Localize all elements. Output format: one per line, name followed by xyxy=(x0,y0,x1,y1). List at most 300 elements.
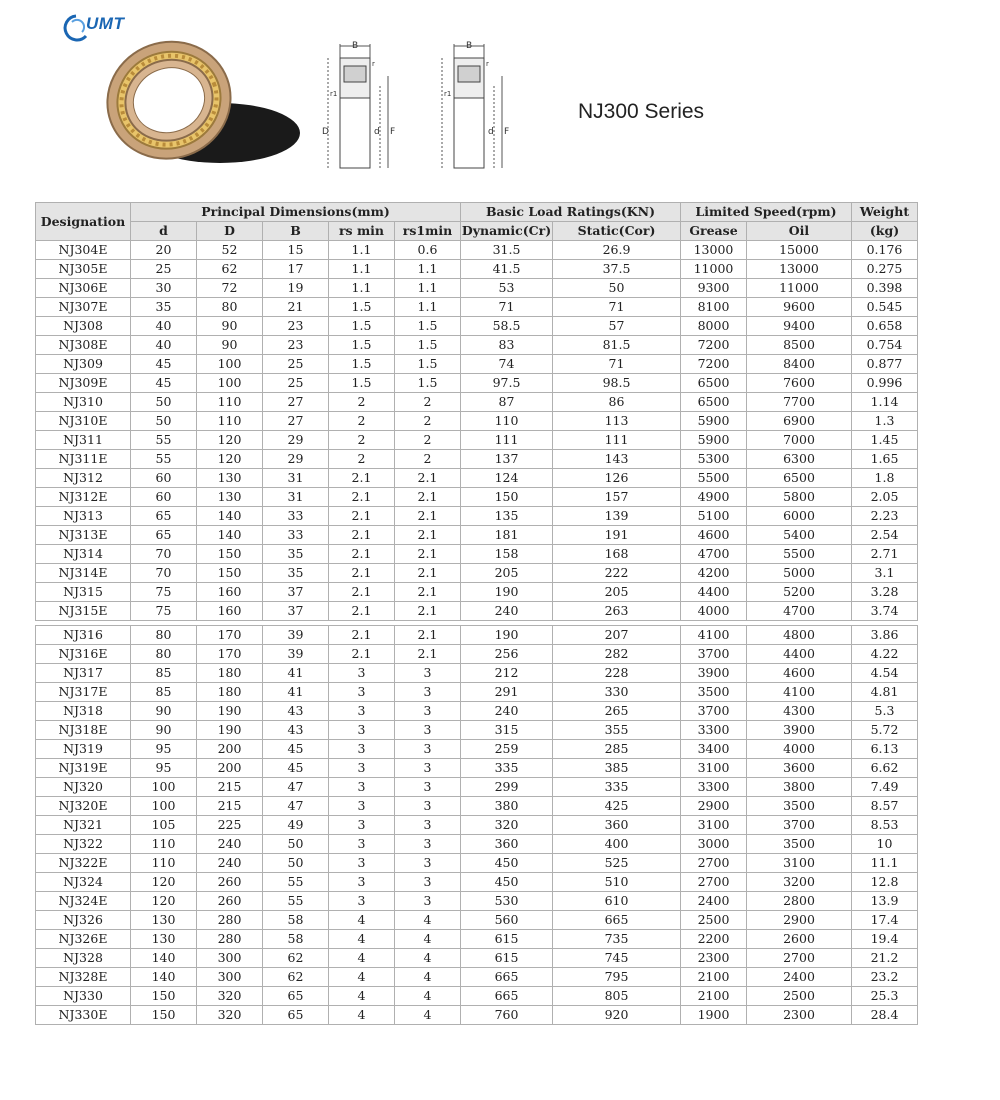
table-cell: 3400 xyxy=(681,740,747,759)
table-cell: NJ322 xyxy=(36,835,131,854)
table-cell: 3 xyxy=(329,892,395,911)
table-cell: 2 xyxy=(329,431,395,450)
table-cell: NJ313 xyxy=(36,507,131,526)
table-cell: 525 xyxy=(553,854,681,873)
table-cell: 124 xyxy=(461,469,553,488)
table-cell: NJ306E xyxy=(36,279,131,298)
table-cell: 2.1 xyxy=(395,488,461,507)
diagram-label-F: F xyxy=(504,127,510,137)
table-cell: 3 xyxy=(395,854,461,873)
table-cell: 31.5 xyxy=(461,241,553,260)
header-rs: rs min xyxy=(329,222,395,241)
table-cell: 157 xyxy=(553,488,681,507)
diagram-label-B: B xyxy=(466,41,473,51)
table-cell: 80 xyxy=(131,626,197,645)
header-limited-speed: Limited Speed(rpm) xyxy=(681,203,852,222)
table-cell: 80 xyxy=(197,298,263,317)
header-dynamic: Dynamic(Cr) xyxy=(461,222,553,241)
table-cell: NJ317 xyxy=(36,664,131,683)
table-cell: 920 xyxy=(553,1006,681,1025)
table-cell: 97.5 xyxy=(461,374,553,393)
table-cell: 4 xyxy=(395,987,461,1006)
table-cell: NJ312 xyxy=(36,469,131,488)
table-cell: 380 xyxy=(461,797,553,816)
table-row xyxy=(36,835,918,854)
table-cell: 120 xyxy=(131,873,197,892)
table-cell: 29 xyxy=(263,431,329,450)
table-cell: 300 xyxy=(197,949,263,968)
table-cell: 2.1 xyxy=(395,507,461,526)
table-cell: 25 xyxy=(263,374,329,393)
table-cell: 15000 xyxy=(747,241,852,260)
table-cell: 1.1 xyxy=(395,279,461,298)
table-row xyxy=(36,664,918,683)
table-cell: 58 xyxy=(263,911,329,930)
table-row xyxy=(36,911,918,930)
table-cell: 2900 xyxy=(681,797,747,816)
header-B: B xyxy=(263,222,329,241)
table-row xyxy=(36,968,918,987)
table-cell: 5100 xyxy=(681,507,747,526)
table-cell: 4700 xyxy=(747,602,852,621)
table-cell: 2.1 xyxy=(329,602,395,621)
diagram-label-d: d xyxy=(374,127,380,137)
table-row xyxy=(36,930,918,949)
table-cell: 1.8 xyxy=(852,469,918,488)
table-cell: 735 xyxy=(553,930,681,949)
header-d: d xyxy=(131,222,197,241)
table-cell: 8100 xyxy=(681,298,747,317)
table-cell: 0.6 xyxy=(395,241,461,260)
table-cell: 100 xyxy=(197,355,263,374)
table-cell: 150 xyxy=(131,987,197,1006)
table-cell: 45 xyxy=(131,355,197,374)
table-cell: 263 xyxy=(553,602,681,621)
spec-table-top-body xyxy=(36,241,918,621)
table-cell: 50 xyxy=(131,412,197,431)
table-cell: 1.1 xyxy=(329,241,395,260)
table-cell: 6500 xyxy=(747,469,852,488)
table-cell: 665 xyxy=(461,968,553,987)
table-cell: 4 xyxy=(395,1006,461,1025)
table-cell: 55 xyxy=(131,431,197,450)
header-kg: (kg) xyxy=(852,222,918,241)
table-cell: 280 xyxy=(197,930,263,949)
table-row xyxy=(36,298,918,317)
table-cell: 37 xyxy=(263,602,329,621)
header-oil: Oil xyxy=(747,222,852,241)
table-cell: 3500 xyxy=(747,835,852,854)
table-cell: NJ307E xyxy=(36,298,131,317)
table-cell: 5.3 xyxy=(852,702,918,721)
table-cell: 5900 xyxy=(681,431,747,450)
table-cell: 2700 xyxy=(681,873,747,892)
table-cell: 3 xyxy=(329,721,395,740)
table-cell: 50 xyxy=(131,393,197,412)
table-cell: 222 xyxy=(553,564,681,583)
diagram-label-r1: r1 xyxy=(330,90,338,98)
table-row xyxy=(36,450,918,469)
table-cell: NJ320E xyxy=(36,797,131,816)
table-cell: 1.1 xyxy=(329,260,395,279)
table-cell: 280 xyxy=(197,911,263,930)
table-cell: 137 xyxy=(461,450,553,469)
table-cell: 4900 xyxy=(681,488,747,507)
table-cell: 610 xyxy=(553,892,681,911)
table-cell: 29 xyxy=(263,450,329,469)
table-cell: 120 xyxy=(131,892,197,911)
table-cell: NJ328 xyxy=(36,949,131,968)
table-row xyxy=(36,488,918,507)
table-cell: 110 xyxy=(461,412,553,431)
table-cell: 4300 xyxy=(747,702,852,721)
table-cell: 260 xyxy=(197,873,263,892)
table-cell: NJ310 xyxy=(36,393,131,412)
table-cell: NJ318E xyxy=(36,721,131,740)
table-row xyxy=(36,431,918,450)
table-cell: 205 xyxy=(461,564,553,583)
table-cell: 4 xyxy=(329,911,395,930)
table-cell: 20 xyxy=(131,241,197,260)
table-cell: 71 xyxy=(461,298,553,317)
table-cell: 240 xyxy=(461,602,553,621)
table-cell: 83 xyxy=(461,336,553,355)
table-cell: 11.1 xyxy=(852,854,918,873)
table-cell: 105 xyxy=(131,816,197,835)
table-cell: 39 xyxy=(263,626,329,645)
table-cell: 3800 xyxy=(747,778,852,797)
table-cell: 3 xyxy=(329,702,395,721)
table-cell: 150 xyxy=(197,545,263,564)
table-cell: 7600 xyxy=(747,374,852,393)
table-cell: 65 xyxy=(131,507,197,526)
table-cell: 55 xyxy=(131,450,197,469)
table-cell: 45 xyxy=(263,740,329,759)
table-cell: 2 xyxy=(395,393,461,412)
table-cell: 181 xyxy=(461,526,553,545)
header-designation: Designation xyxy=(36,203,131,241)
table-row xyxy=(36,602,918,621)
table-cell: 86 xyxy=(553,393,681,412)
brand-name: UMT xyxy=(86,14,125,33)
table-cell: 1.5 xyxy=(329,317,395,336)
table-cell: 205 xyxy=(553,583,681,602)
table-cell: 5800 xyxy=(747,488,852,507)
table-row xyxy=(36,892,918,911)
table-cell: 40 xyxy=(131,336,197,355)
table-cell: 110 xyxy=(197,412,263,431)
table-cell: 180 xyxy=(197,683,263,702)
table-row xyxy=(36,583,918,602)
cross-section-diagram-1 xyxy=(318,36,398,176)
spec-table-bottom xyxy=(35,625,918,1025)
table-cell: 4.81 xyxy=(852,683,918,702)
table-cell: 5200 xyxy=(747,583,852,602)
table-cell: 291 xyxy=(461,683,553,702)
header-D: D xyxy=(197,222,263,241)
table-cell: NJ304E xyxy=(36,241,131,260)
table-cell: 52 xyxy=(197,241,263,260)
table-cell: 2.54 xyxy=(852,526,918,545)
table-cell: NJ312E xyxy=(36,488,131,507)
table-cell: 140 xyxy=(131,949,197,968)
table-cell: 110 xyxy=(131,835,197,854)
table-cell: 2 xyxy=(395,431,461,450)
table-cell: 400 xyxy=(553,835,681,854)
table-cell: 2.1 xyxy=(395,583,461,602)
table-cell: 62 xyxy=(197,260,263,279)
table-cell: 3 xyxy=(329,740,395,759)
table-row xyxy=(36,987,918,1006)
table-cell: 1900 xyxy=(681,1006,747,1025)
table-cell: NJ309 xyxy=(36,355,131,374)
table-cell: 2.1 xyxy=(395,626,461,645)
table-cell: NJ310E xyxy=(36,412,131,431)
spec-table-top xyxy=(35,202,918,621)
table-cell: 170 xyxy=(197,626,263,645)
table-cell: 240 xyxy=(197,854,263,873)
table-cell: 190 xyxy=(461,583,553,602)
diagram-label-r1: r1 xyxy=(444,90,452,98)
table-cell: 37 xyxy=(263,583,329,602)
table-cell: 17.4 xyxy=(852,911,918,930)
table-cell: 3.1 xyxy=(852,564,918,583)
table-cell: 4200 xyxy=(681,564,747,583)
table-cell: 191 xyxy=(553,526,681,545)
table-cell: 41 xyxy=(263,664,329,683)
table-cell: 1.5 xyxy=(329,355,395,374)
table-cell: 240 xyxy=(461,702,553,721)
table-cell: 7000 xyxy=(747,431,852,450)
table-cell: 3 xyxy=(395,873,461,892)
table-cell: 62 xyxy=(263,949,329,968)
table-cell: NJ319 xyxy=(36,740,131,759)
table-cell: 207 xyxy=(553,626,681,645)
diagram-label-r: r xyxy=(372,60,375,68)
table-cell: 170 xyxy=(197,645,263,664)
table-row xyxy=(36,626,918,645)
table-cell: NJ328E xyxy=(36,968,131,987)
table-cell: 335 xyxy=(461,759,553,778)
diagram-label-F: F xyxy=(390,127,396,137)
table-cell: 3 xyxy=(395,683,461,702)
table-cell: 3300 xyxy=(681,778,747,797)
table-cell: 2.1 xyxy=(395,469,461,488)
table-cell: 8500 xyxy=(747,336,852,355)
table-cell: 110 xyxy=(197,393,263,412)
table-cell: 760 xyxy=(461,1006,553,1025)
table-cell: 299 xyxy=(461,778,553,797)
table-cell: 450 xyxy=(461,854,553,873)
table-cell: 2.1 xyxy=(395,545,461,564)
table-cell: NJ316 xyxy=(36,626,131,645)
table-cell: 55 xyxy=(263,892,329,911)
table-cell: 5.72 xyxy=(852,721,918,740)
table-cell: 50 xyxy=(553,279,681,298)
table-cell: NJ311E xyxy=(36,450,131,469)
table-cell: 615 xyxy=(461,949,553,968)
table-cell: 320 xyxy=(197,987,263,1006)
table-cell: 3 xyxy=(395,778,461,797)
table-cell: 4 xyxy=(329,987,395,1006)
table-cell: 3700 xyxy=(681,645,747,664)
table-cell: 21 xyxy=(263,298,329,317)
table-cell: 25.3 xyxy=(852,987,918,1006)
table-cell: 3500 xyxy=(681,683,747,702)
table-cell: 23 xyxy=(263,317,329,336)
table-cell: 385 xyxy=(553,759,681,778)
table-cell: 2.1 xyxy=(329,526,395,545)
table-cell: 3600 xyxy=(747,759,852,778)
table-row xyxy=(36,740,918,759)
table-cell: NJ314 xyxy=(36,545,131,564)
table-cell: 1.5 xyxy=(329,374,395,393)
table-cell: 2.1 xyxy=(329,645,395,664)
header-principal-dimensions: Principal Dimensions(mm) xyxy=(131,203,461,222)
table-cell: 2400 xyxy=(681,892,747,911)
table-cell: 2400 xyxy=(747,968,852,987)
table-cell: 6.13 xyxy=(852,740,918,759)
table-row xyxy=(36,816,918,835)
table-cell: 3100 xyxy=(681,816,747,835)
table-cell: 300 xyxy=(197,968,263,987)
table-cell: 2.1 xyxy=(329,564,395,583)
table-cell: 4700 xyxy=(681,545,747,564)
table-cell: 3 xyxy=(395,702,461,721)
diagram-label-B: B xyxy=(352,41,359,51)
table-row xyxy=(36,260,918,279)
table-cell: 5500 xyxy=(681,469,747,488)
table-cell: 335 xyxy=(553,778,681,797)
table-row xyxy=(36,949,918,968)
table-cell: 10 xyxy=(852,835,918,854)
table-cell: 2100 xyxy=(681,968,747,987)
table-cell: NJ313E xyxy=(36,526,131,545)
table-cell: 37.5 xyxy=(553,260,681,279)
table-cell: 74 xyxy=(461,355,553,374)
table-cell: 15 xyxy=(263,241,329,260)
table-cell: 560 xyxy=(461,911,553,930)
table-cell: 87 xyxy=(461,393,553,412)
table-cell: 30 xyxy=(131,279,197,298)
table-cell: 70 xyxy=(131,545,197,564)
table-cell: 90 xyxy=(197,317,263,336)
table-cell: 41.5 xyxy=(461,260,553,279)
table-cell: 4600 xyxy=(681,526,747,545)
table-row xyxy=(36,683,918,702)
spec-table-bottom-body xyxy=(36,626,918,1025)
table-cell: 4 xyxy=(329,930,395,949)
table-cell: 139 xyxy=(553,507,681,526)
table-cell: 2.1 xyxy=(329,507,395,526)
table-cell: 315 xyxy=(461,721,553,740)
table-cell: 150 xyxy=(131,1006,197,1025)
table-cell: 0.275 xyxy=(852,260,918,279)
table-cell: 3.86 xyxy=(852,626,918,645)
table-cell: 3 xyxy=(329,797,395,816)
table-cell: 65 xyxy=(263,1006,329,1025)
table-cell: 45 xyxy=(131,374,197,393)
table-cell: 200 xyxy=(197,740,263,759)
table-row xyxy=(36,564,918,583)
table-cell: 2.1 xyxy=(329,545,395,564)
table-cell: 2.1 xyxy=(395,526,461,545)
diagram-label-r: r xyxy=(486,60,489,68)
table-cell: 43 xyxy=(263,702,329,721)
table-cell: 260 xyxy=(197,892,263,911)
table-cell: 360 xyxy=(553,816,681,835)
table-cell: 2100 xyxy=(681,987,747,1006)
table-cell: 5000 xyxy=(747,564,852,583)
table-cell: NJ326E xyxy=(36,930,131,949)
table-cell: 2 xyxy=(329,393,395,412)
table-row xyxy=(36,507,918,526)
table-cell: 5300 xyxy=(681,450,747,469)
table-cell: 1.5 xyxy=(395,317,461,336)
table-cell: 19.4 xyxy=(852,930,918,949)
table-cell: 130 xyxy=(131,911,197,930)
table-cell: 256 xyxy=(461,645,553,664)
table-cell: 4 xyxy=(329,968,395,987)
table-cell: 140 xyxy=(197,507,263,526)
table-cell: 2900 xyxy=(747,911,852,930)
table-cell: 90 xyxy=(197,336,263,355)
table-cell: 665 xyxy=(461,987,553,1006)
table-cell: 190 xyxy=(461,626,553,645)
table-cell: 2.23 xyxy=(852,507,918,526)
table-cell: 2.05 xyxy=(852,488,918,507)
table-cell: 50 xyxy=(263,835,329,854)
table-cell: 3 xyxy=(329,816,395,835)
series-title: NJ300 Series xyxy=(578,100,705,123)
table-cell: 1.65 xyxy=(852,450,918,469)
table-cell: 72 xyxy=(197,279,263,298)
table-cell: NJ314E xyxy=(36,564,131,583)
header-weight: Weight xyxy=(852,203,918,222)
table-cell: 90 xyxy=(131,721,197,740)
table-cell: 13.9 xyxy=(852,892,918,911)
table-cell: 265 xyxy=(553,702,681,721)
table-row xyxy=(36,545,918,564)
table-cell: NJ316E xyxy=(36,645,131,664)
table-cell: 113 xyxy=(553,412,681,431)
table-cell: 0.398 xyxy=(852,279,918,298)
table-cell: 39 xyxy=(263,645,329,664)
table-cell: 212 xyxy=(461,664,553,683)
header-load-ratings: Basic Load Ratings(KN) xyxy=(461,203,681,222)
table-cell: 2.1 xyxy=(395,602,461,621)
table-cell: 111 xyxy=(461,431,553,450)
table-cell: 225 xyxy=(197,816,263,835)
table-cell: 4 xyxy=(395,930,461,949)
table-cell: 2.71 xyxy=(852,545,918,564)
table-cell: 2500 xyxy=(681,911,747,930)
table-cell: NJ305E xyxy=(36,260,131,279)
table-cell: 215 xyxy=(197,797,263,816)
table-cell: 0.996 xyxy=(852,374,918,393)
table-cell: 9300 xyxy=(681,279,747,298)
table-cell: 43 xyxy=(263,721,329,740)
table-cell: 100 xyxy=(131,778,197,797)
table-cell: 85 xyxy=(131,683,197,702)
table-cell: 795 xyxy=(553,968,681,987)
table-cell: 8.57 xyxy=(852,797,918,816)
table-cell: 3 xyxy=(329,759,395,778)
table-cell: 110 xyxy=(131,854,197,873)
table-cell: 4 xyxy=(395,911,461,930)
table-cell: 53 xyxy=(461,279,553,298)
table-cell: 8.53 xyxy=(852,816,918,835)
